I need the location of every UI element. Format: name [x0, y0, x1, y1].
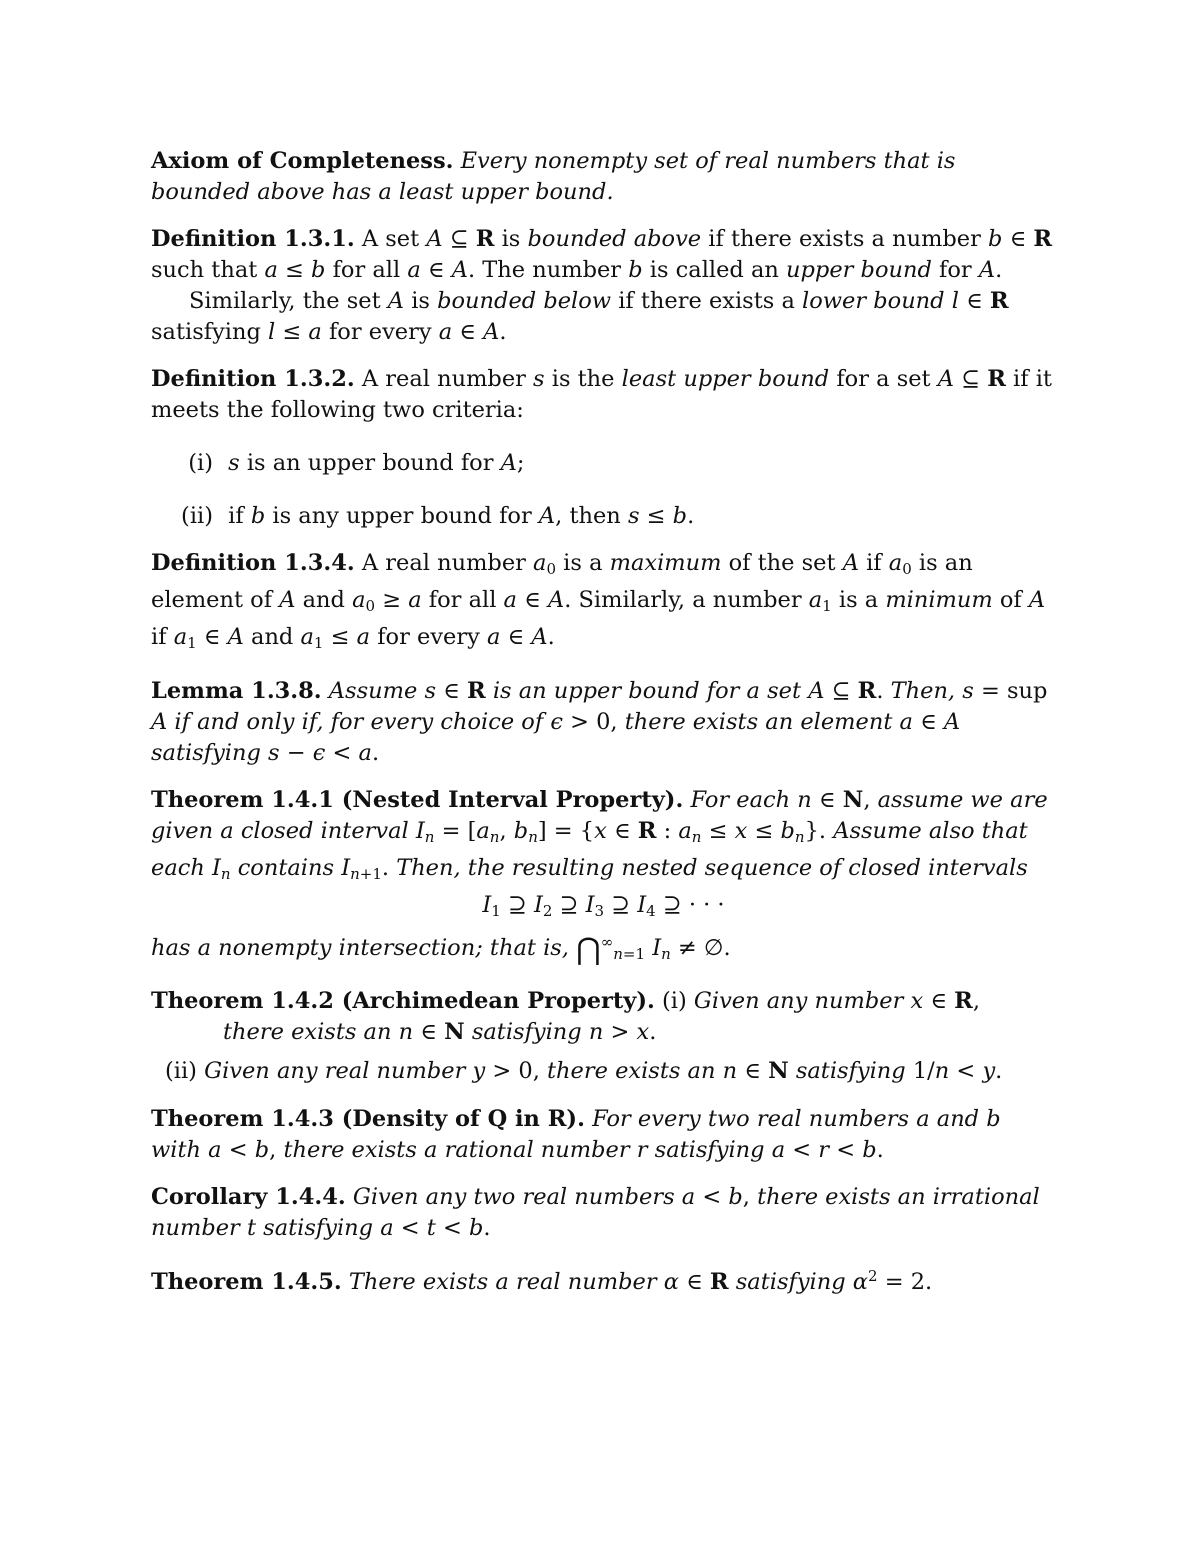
text: for all: [332, 257, 401, 283]
theorem-1-4-5-heading: Theorem 1.4.5.: [151, 1269, 342, 1295]
theorem-1-4-2: Theorem 1.4.2 (Archimedean Property). (i) Given any number x ∈ R,: [151, 988, 981, 1014]
theorem-1-4-1-heading: Theorem 1.4.1 (Nested Interval Property).: [151, 787, 684, 813]
axiom-text: Every nonempty set of real numbers that is bounded above has a least upper bound.: [151, 148, 956, 205]
text: for every: [377, 624, 480, 650]
text: there exists a rational number: [283, 1137, 630, 1163]
text: if there exists a: [618, 288, 795, 314]
text: if it meets the following two criteria:: [151, 366, 1052, 423]
text: for: [939, 257, 972, 283]
text: Then, the resulting nested sequence of closed intervals: [396, 855, 1028, 881]
theorem-1-4-5: Theorem 1.4.5. There exists a real number α ∈ R satisfying $\alpha^2 = 2$.: [151, 1267, 933, 1295]
corollary-1-4-4-heading: Corollary 1.4.4.: [151, 1184, 346, 1210]
definition-1-3-4: Definition 1.3.4. A real number $a_0$ is a maximum of the set A if $a_0$ is an element of A and $a_0 \ge a$ for all a ∈ A. Similarly, a number $a_1$ is a minimum of A if $a_1$ ∈ A and $a_1 \le a$ for every a ∈ A.: [151, 550, 1046, 652]
text: and: [936, 1106, 980, 1132]
text: Given any real number: [204, 1058, 466, 1084]
term-maximum: maximum: [609, 550, 722, 576]
theorem-1-4-2-part-i-cont: there exists an n ∈ N satisfying n > x.: [223, 1019, 657, 1045]
text: satisfying: [735, 1269, 846, 1295]
text: if and only if, for every choice of: [174, 709, 544, 735]
text: A real number: [361, 550, 526, 576]
term-bounded-below: bounded below: [437, 288, 612, 314]
definition-1-3-2: Definition 1.3.2. A real number s is the least upper bound for a set A ⊆ R if it meets the following two criteria:: [151, 366, 1052, 423]
text: satisfying: [654, 1137, 765, 1163]
text: then: [569, 503, 621, 529]
text: A set: [361, 226, 420, 252]
text: Given any number: [693, 988, 904, 1014]
text: for every: [328, 319, 432, 345]
list-number: (ii): [181, 503, 213, 529]
text: has a nonempty intersection; that is,: [151, 935, 569, 961]
list-number: (ii): [165, 1058, 197, 1084]
theorem-1-4-1-conclusion: has a nonempty intersection; that is, $⋂^\infty n_{=1}$ In ≠ ∅.: [151, 932, 731, 967]
list-item: (i) s is an upper bound for A;: [165, 448, 1056, 479]
list-item: (ii) if b is any upper bound for A, then s ≤ b.: [165, 501, 1056, 532]
text: satisfying: [151, 319, 261, 345]
text: if: [866, 550, 882, 576]
text: there exists an: [547, 1058, 716, 1084]
text: Similarly, the set: [189, 288, 381, 314]
text: with: [151, 1137, 201, 1163]
definition-1-3-1: Definition 1.3.1. A set A ⊆ R is bounded above if there exists a number b ∈ R such that a ≤ b for all a ∈ A. The number b is called an upper bound for A.: [151, 226, 1053, 283]
text: Assume: [328, 678, 418, 704]
text: is a: [838, 587, 879, 613]
definition-1-3-1-heading: Definition 1.3.1.: [151, 226, 355, 252]
term-upper-bound: upper bound: [786, 257, 932, 283]
text: for a set: [836, 366, 931, 392]
theorem-1-4-3-heading: Theorem 1.4.3 (Density of Q in R).: [151, 1106, 585, 1132]
text: is the: [551, 366, 615, 392]
text: of the set: [728, 550, 836, 576]
text: is: [501, 226, 521, 252]
text: is a: [563, 550, 603, 576]
text: and: [302, 587, 345, 613]
text: Assume also that each: [151, 818, 1028, 881]
text: satisfying: [471, 1019, 582, 1045]
text: contains: [237, 855, 335, 881]
text: For every two real numbers: [592, 1106, 910, 1132]
text: Then,: [890, 678, 956, 704]
term-minimum: minimum: [885, 587, 993, 613]
text: Similarly, a number: [578, 587, 802, 613]
nested-intervals-formula: $I_1$ ⊇ $I_2$ ⊇ $I_3$ ⊇ $I_4$ ⊇ · · ·: [482, 892, 725, 920]
theorem-1-4-2-heading: Theorem 1.4.2 (Archimedean Property).: [151, 988, 655, 1014]
term-least-upper-bound: least upper bound: [621, 366, 830, 392]
lemma-1-3-8-heading: Lemma 1.3.8.: [151, 678, 322, 704]
text: is: [411, 288, 430, 314]
text: For each: [690, 787, 791, 813]
text: satisfying: [263, 1215, 374, 1241]
text: if: [151, 624, 167, 650]
text: such that: [151, 257, 258, 283]
text: satisfying: [795, 1058, 906, 1084]
text: assume we are given a closed interval: [151, 787, 1048, 844]
term-lower-bound: lower bound: [802, 288, 945, 314]
text: of: [999, 587, 1022, 613]
text: is called an: [649, 257, 779, 283]
list-number: (i): [188, 450, 213, 476]
text: there exists an: [223, 1019, 392, 1045]
text: The number: [482, 257, 622, 283]
text: for all: [428, 587, 497, 613]
text: there exists an irrational number: [151, 1184, 1040, 1241]
text: There exists a real number: [348, 1269, 657, 1295]
definition-1-3-4-heading: Definition 1.3.4.: [151, 550, 355, 576]
axiom-heading: Axiom of Completeness.: [151, 148, 454, 174]
text: is an upper bound for a set: [492, 678, 802, 704]
corollary-1-4-4: Corollary 1.4.4. Given any two real numbers a < b, there exists an irrational number t satisfying a < t < b.: [151, 1184, 1040, 1241]
theorem-1-4-3: Theorem 1.4.3 (Density of Q in R). For every two real numbers a and b with a < b, there exists a rational number r satisfying a < r < b.: [151, 1106, 1001, 1163]
text: satisfying: [151, 740, 261, 766]
axiom-of-completeness: [151, 146, 1056, 208]
text: there exists an element: [624, 709, 893, 735]
text: is an upper bound for: [246, 450, 494, 476]
term-bounded-above: bounded above: [527, 226, 702, 252]
text: if: [228, 503, 244, 529]
theorem-1-4-1: Theorem 1.4.1 (Nested Interval Property). For each n ∈ N, assume we are given a closed interval In = [an, bn] = {x ∈ R : an ≤ x ≤ bn}. Assume also that each In contains $In_{+1}$. Then, the resulting nested sequence of closed intervals: [151, 787, 1048, 883]
text: Given any two real numbers: [352, 1184, 675, 1210]
lemma-1-3-8: Lemma 1.3.8. Assume s ∈ R is an upper bound for a set A ⊆ R. Then, s = sup A if and only if, for every choice of ϵ > 0, there exists an element a ∈ A satisfying s − ϵ < a.: [151, 678, 1048, 766]
text: and: [251, 624, 294, 650]
text: is any upper bound for: [272, 503, 532, 529]
text: A real number: [361, 366, 526, 392]
theorem-1-4-2-part-ii: (ii) Given any real number y > 0, there exists an n ∈ N satisfying 1/n < y.: [165, 1058, 1003, 1084]
definition-1-3-2-heading: Definition 1.3.2.: [151, 366, 355, 392]
definition-1-3-1-paragraph-2: Similarly, the set A is bounded below if there exists a lower bound l ∈ R satisfying l ≤ a for every a ∈ A.: [151, 288, 1009, 345]
text: if there exists a number: [708, 226, 981, 252]
list-number: (i): [662, 988, 687, 1014]
text: is an element of: [151, 550, 973, 613]
